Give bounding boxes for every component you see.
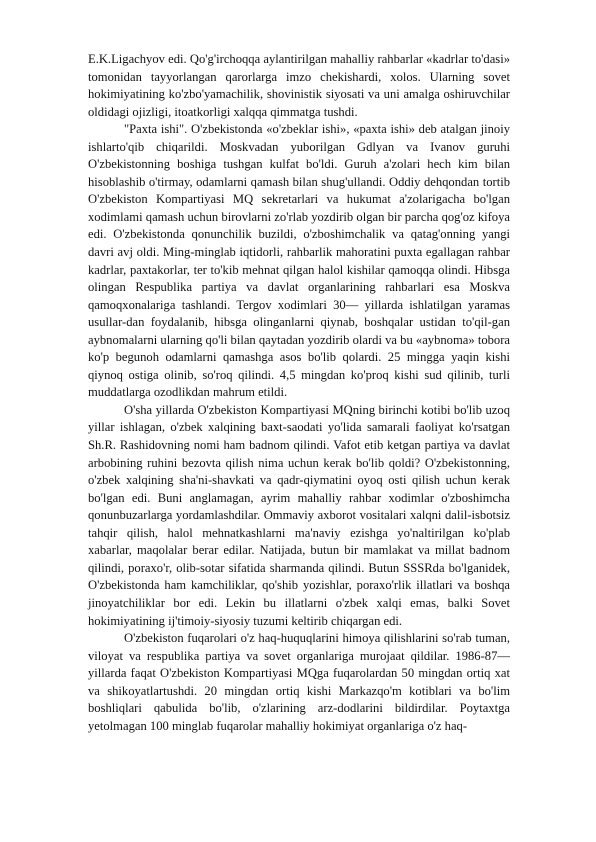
paragraph-1: E.K.Ligachyov edi. Qo'g'irchoqqa aylantirilgan mahalliy rahbarlar «kadrlar to'dasi» tomonidan tayyorlangan qarorlarga imzo chekishardi, xolos. Ularning sovet hokimiyatining ko'zbo'yamachilik, shovinistik siyosati va uni amalga oshiruvchilar oldidagi ojizligi, itoatkorligi xalqqa qimmatga tushdi.	[88, 52, 510, 119]
document-page	[88, 51, 510, 735]
paragraph-4: O'zbekiston fuqarolari o'z haq-huquqlarini himoya qilishlarini so'rab tuman, viloyat va respublika partiya va sovet organlariga murojaat qildilar. 1986-87— yillarda faqat O'zbekiston Kompartiyasi MQga fuqarolardan 50 mingdan ortiq xat va shikoyatlartushdi. 20 mingdan ortiq kishi Markazqo'm kotiblari va bo'lim boshliqlari qabulida bo'lib, o'zlarining arz-dodlarini bildirdilar. Poytaxtga yetolmagan 100 minglab fuqarolar mahalliy hokimiyat organlariga o'z haq-	[88, 631, 510, 733]
paragraph-3: O'sha yillarda O'zbekiston Kompartiyasi MQning birinchi kotibi bo'lib uzoq yillar ishlagan, o'zbek xalqining baxt-saodati yo'lida samarali faoliyat ko'rsatgan Sh.R. Rashidovning nomi ham badnom qilindi. Vafot etib ketgan partiya va davlat arbobining ruhini bezovta qilish nima uchun kerak bo'lib qoldi? O'zbekistonning, o'zbek xalqining sha'ni-shavkati va qadr-qiymatini oyoq osti qilish uchun kerak bo'lgan edi. Buni anglamagan, ayrim mahalliy rahbar xodimlar o'zboshimcha qonunbuzarlarga yordamlashdilar. Ommaviy axborot vositalari xalqni dalil-isbotsiz tahqir qilish, halol mehnatkashlarni ma'naviy ezishga yo'naltirilgan ko'plab xabarlar, maqolalar berar edilar. Natijada, butun bir mamlakat va millat badnom qilindi, poraxo'r, olib-sotar sifatida sharmanda qilindi. Butun SSSRda bo'lganidek, O'zbekistonda ham kamchiliklar, qo'shib yozishlar, poraxo'rlik illatlari va boshqa jinoyatchiliklar bor edi. Lekin bu illatlarni o'zbek xalqi emas, balki Sovet hokimiyatining ij'timoiy-siyosiy tuzumi keltirib chiqargan edi.	[88, 402, 510, 628]
paragraph-2: "Paxta ishi". O'zbekistonda «o'zbeklar ishi», «paxta ishi» deb atalgan jinoiy ishlarto'qib chiqarildi. Moskvadan yuborilgan Gdlyan va Ivanov guruhi O'zbekistonning boshiga tushgan kulfat bo'ldi. Guruh a'zolari hech kim bilan hisoblashib o'tirmay, odamlarni qamash bilan shug'ullandi. Oddiy dehqondan tortib O'zbekiston Kompartiyasi MQ sekretarlari va hukumat a'zolarigacha bo'lgan xodimlami qamash uchun birovlarni zo'rlab yozdirib olgan bir parcha qog'oz kifoya edi. O'zbekistonda qonunchilik buzildi, o'zboshimchalik va qatag'onning yangi davri avj oldi. Ming-minglab iqtidorli, rahbarlik mahoratini puxta egallagan rahbar kadrlar, paxtakorlar, ter to'kib mehnat qilgan halol kishilar qamoqqa olindi. Hibsga olingan Respublika partiya va davlat organlarining rahbarlari esa Moskva qamoqxonalariga tashlandi. Tergov xodimlari 30— yillarda ishlatilgan yaramas usullar-dan foydalanib, hibsga olinganlarni qiynab, boshqalar ustidan to'qil-gan aybnomalarni ularning qo'li bilan qaytadan yozdirib olardi va bu «aybnoma» tobora ko'p begunoh odamlarni qamashga asos bo'lib qolardi. 25 mingga yaqin kishi qiynoq ostiga olinib, so'roq qilindi. 4,5 mingdan ko'proq kishi sud qilinib, turli muddatlarga ozodlikdan mahrum etildi.	[88, 122, 510, 400]
